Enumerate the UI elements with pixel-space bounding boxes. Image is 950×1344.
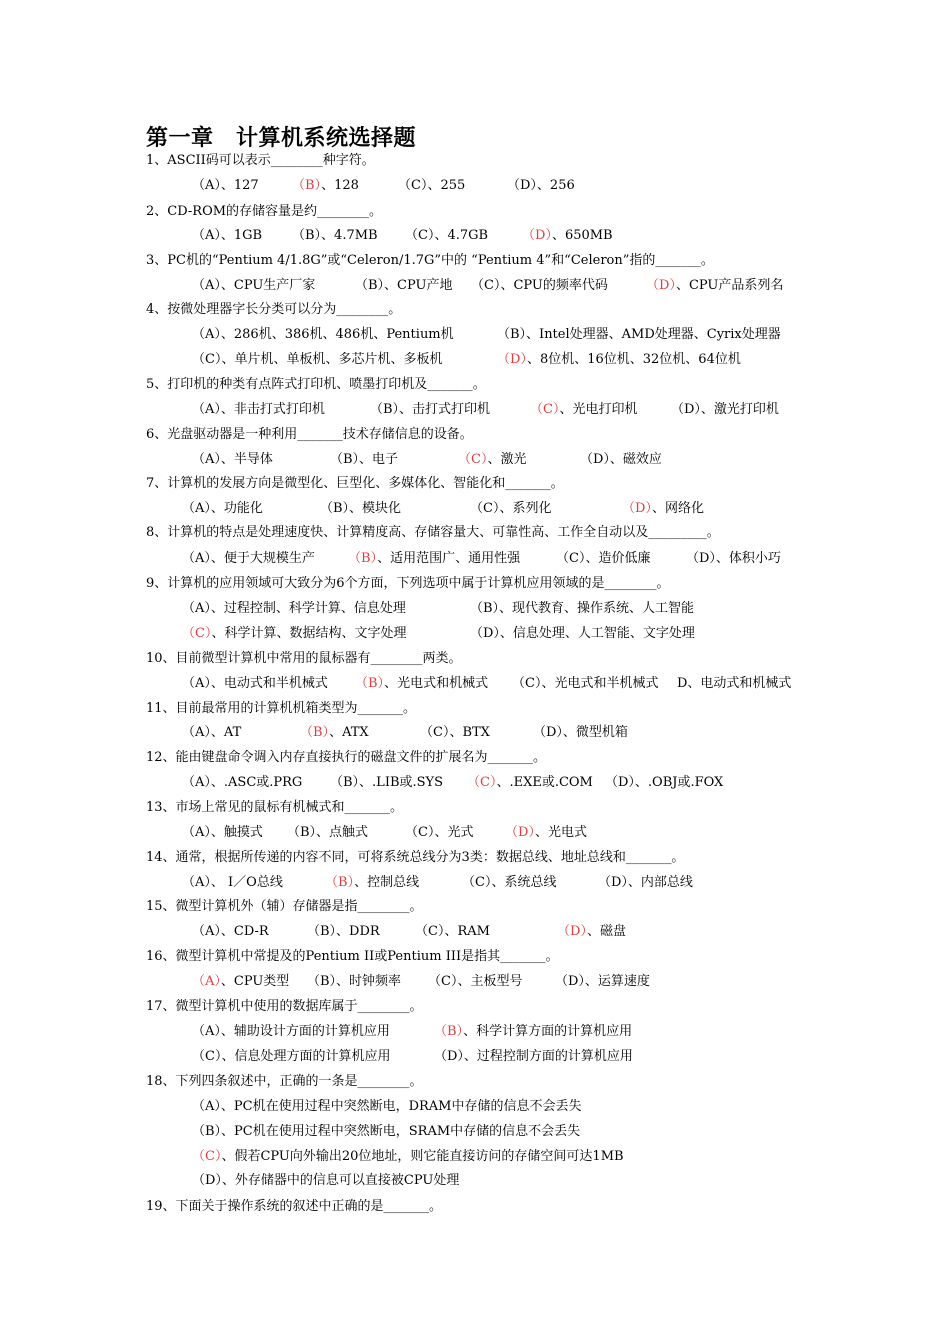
answer-option: （B）、Intel处理器、AMD处理器、Cyrix处理器	[497, 327, 781, 342]
question-text: 12、能由键盘命令调入内存直接执行的磁盘文件的扩展名为_______。	[146, 750, 547, 765]
question-text: 14、通常，根据所传递的内容不同，可将系统总线分为3类：数据总线、地址总线和_______。	[146, 850, 685, 865]
answer-option: （A）、触摸式	[182, 825, 263, 840]
answer-option: （C）、造价低廉	[556, 551, 651, 566]
answer-option-correct: （B）、科学计算方面的计算机应用	[434, 1024, 633, 1039]
question-text: 17、微型计算机中使用的数据库属于________。	[146, 999, 423, 1014]
answer-option: （C）、BTX	[420, 725, 490, 740]
answer-option: （C）、RAM	[415, 924, 490, 939]
answer-option-correct: （D）、光电式	[505, 825, 587, 840]
answer-option: （B）、DDR	[307, 924, 380, 939]
question-text: 5、打印机的种类有点阵式打印机、喷墨打印机及_______。	[146, 377, 486, 392]
answer-option: （D）、运算速度	[555, 974, 650, 989]
answer-option: （B）、PC机在使用过程中突然断电，SRAM中存储的信息不会丢失	[192, 1124, 581, 1139]
answer-option-correct: （D）、8位机、16位机、32位机、64位机	[497, 352, 741, 367]
answer-option: （B）、击打式打印机	[370, 402, 491, 417]
answer-option-correct: （D）、CPU产品系列名	[646, 278, 784, 293]
answer-option-correct: （B）、128	[292, 178, 359, 193]
question-text: 15、微型计算机外（辅）存储器是指________。	[146, 899, 423, 914]
question-text: 19、下面关于操作系统的叙述中正确的是_______。	[146, 1199, 443, 1214]
question-text: 18、下列四条叙述中，正确的一条是________。	[146, 1074, 423, 1089]
answer-option: （D）、外存储器中的信息可以直接被CPU处理	[192, 1173, 460, 1188]
answer-option-correct: （C）、.EXE或.COM	[467, 775, 593, 790]
answer-option: （B）、时钟频率	[307, 974, 402, 989]
answer-option-correct: （C）、假若CPU向外输出20位地址，则它能直接访问的存储空间可达1MB	[192, 1149, 624, 1164]
answer-option: （A）、电动式和半机械式	[182, 676, 328, 691]
answer-option: （A）、CD-R	[192, 924, 269, 939]
answer-option: （B）、电子	[330, 452, 399, 467]
answer-option-correct: （D）、网络化	[622, 501, 704, 516]
answer-option-correct: （A）、CPU类型	[192, 974, 290, 989]
answer-option-correct: （D）、磁盘	[557, 924, 626, 939]
answer-option: （A）、功能化	[182, 501, 263, 516]
chapter-title: 第一章 计算机系统选择题	[146, 126, 417, 151]
answer-option-correct: （B）、ATX	[300, 725, 369, 740]
question-text: 16、微型计算机中常提及的Pentium II或Pentium III是指其_______。	[146, 949, 559, 964]
answer-option: （A）、PC机在使用过程中突然断电，DRAM中存储的信息不会丢失	[192, 1099, 582, 1114]
answer-option: （C）、信息处理方面的计算机应用	[192, 1049, 391, 1064]
question-text: 7、计算机的发展方向是微型化、巨型化、多媒体化、智能化和_______。	[146, 476, 564, 491]
answer-option: （A）、286机、386机、486机、Pentium机	[192, 327, 454, 342]
answer-option: （A）、.ASC或.PRG	[182, 775, 303, 790]
answer-option: （D）、.OBJ或.FOX	[605, 775, 724, 790]
answer-option: （A）、1GB	[192, 228, 263, 243]
answer-option-correct: （B）、适用范围广、通用性强	[348, 551, 521, 566]
answer-option-correct: （B）、控制总线	[325, 875, 420, 890]
answer-option: （D）、256	[507, 178, 575, 193]
answer-option: （D）、微型机箱	[533, 725, 628, 740]
question-text: 6、光盘驱动器是一种利用_______技术存储信息的设备。	[146, 427, 473, 442]
answer-option: （C）、4.7GB	[405, 228, 489, 243]
answer-option: （C）、光电式和半机械式	[512, 676, 659, 691]
answer-option: D、电动式和机械式	[677, 676, 792, 691]
answer-option: （B）、.LIB或.SYS	[330, 775, 444, 790]
answer-option: （A）、CPU生产厂家	[192, 278, 316, 293]
question-text: 3、PC机的“Pentium 4/1.8G”或“Celeron/1.7G”中的 “Pentium 4”和“Celeron”指的_______。	[146, 253, 714, 268]
answer-option: （C）、主板型号	[428, 974, 523, 989]
answer-option: （A）、127	[192, 178, 259, 193]
answer-option-correct: （C）、激光	[458, 452, 527, 467]
question-text: 13、市场上常见的鼠标有机械式和_______。	[146, 800, 404, 815]
question-text: 9、计算机的应用领域可大致分为6个方面，下列选项中属于计算机应用领域的是________。	[146, 576, 670, 591]
answer-option: （C）、255	[398, 178, 466, 193]
answer-option: （C）、单片机、单板机、多芯片机、多板机	[192, 352, 443, 367]
answer-option-correct: （C）、科学计算、数据结构、文字处理	[182, 626, 407, 641]
answer-option-correct: （D）、650MB	[522, 228, 613, 243]
answer-option: （A）、辅助设计方面的计算机应用	[192, 1024, 390, 1039]
answer-option: （A）、AT	[182, 725, 242, 740]
answer-option: （B）、现代教育、操作系统、人工智能	[470, 601, 695, 616]
question-text: 1、ASCII码可以表示________种字符。	[146, 153, 375, 168]
answer-option-correct: （B）、光电式和机械式	[355, 676, 489, 691]
answer-option: （A）、过程控制、科学计算、信息处理	[182, 601, 406, 616]
question-text: 8、计算机的特点是处理速度快、计算精度高、存储容量大、可靠性高、工作全自动以及_________。	[146, 525, 720, 540]
answer-option: （D）、激光打印机	[671, 402, 779, 417]
answer-option: （D）、体积小巧	[686, 551, 781, 566]
answer-option: （D）、磁效应	[580, 452, 662, 467]
answer-option: （B）、CPU产地	[355, 278, 453, 293]
answer-option: （C）、CPU的频率代码	[471, 278, 608, 293]
answer-option: （C）、系统总线	[462, 875, 557, 890]
question-text: 4、按微处理器字长分类可以分为________。	[146, 302, 402, 317]
answer-option: （D）、过程控制方面的计算机应用	[434, 1049, 633, 1064]
question-text: 10、目前微型计算机中常用的鼠标器有________两类。	[146, 651, 462, 666]
answer-option: （A）、便于大规模生产	[182, 551, 315, 566]
answer-option: （B）、点触式	[287, 825, 369, 840]
answer-option: （D）、信息处理、人工智能、文字处理	[470, 626, 695, 641]
answer-option-correct: （C）、光电打印机	[530, 402, 638, 417]
question-text: 2、CD-ROM的存储容量是约________。	[146, 204, 383, 219]
answer-option: （A）、半导体	[192, 452, 273, 467]
answer-option: （D）、内部总线	[598, 875, 693, 890]
answer-option: （C）、系列化	[470, 501, 552, 516]
answer-option: （B）、4.7MB	[292, 228, 378, 243]
answer-option: （A）、非击打式打印机	[192, 402, 325, 417]
answer-option: （B）、模块化	[320, 501, 402, 516]
answer-option: （A）、 I／O总线	[182, 875, 283, 890]
question-text: 11、目前最常用的计算机机箱类型为_______。	[146, 701, 417, 716]
answer-option: （C）、光式	[405, 825, 474, 840]
